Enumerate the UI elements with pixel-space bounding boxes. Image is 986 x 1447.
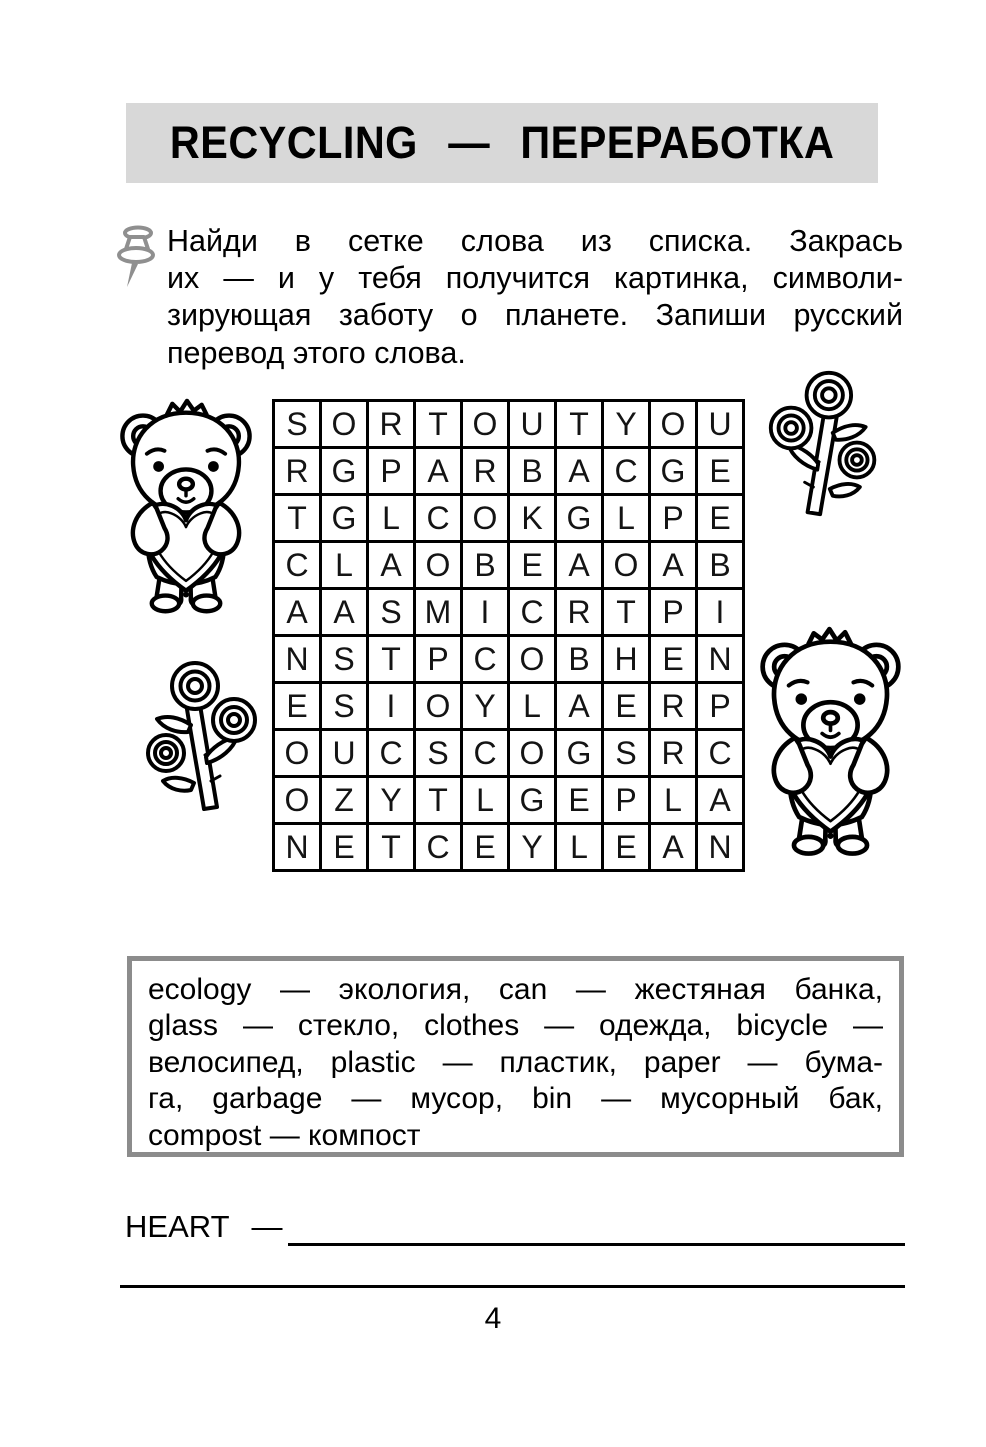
grid-cell: C xyxy=(698,731,742,775)
grid-cell: A xyxy=(651,825,695,869)
grid-cell: P xyxy=(604,778,648,822)
word-list-line: ecology — экология, can — жестяная банка, xyxy=(148,973,883,1006)
grid-cell: C xyxy=(604,449,648,493)
grid-cell: G xyxy=(322,449,366,493)
grid-cell: T xyxy=(416,778,460,822)
answer-blank-line xyxy=(288,1222,905,1246)
grid-cell: I xyxy=(463,590,507,634)
word-list-line: велосипед, plastic — пластик, paper — бума- xyxy=(148,1045,883,1079)
grid-cell: E xyxy=(557,778,601,822)
grid-cell: B xyxy=(698,543,742,587)
grid-cell: T xyxy=(369,825,413,869)
instruction-text xyxy=(167,223,903,372)
grid-cell: S xyxy=(416,731,460,775)
page-title: RECYCLING — ПЕРЕРАБОТКА xyxy=(169,117,835,168)
grid-cell: U xyxy=(322,731,366,775)
grid-cell: K xyxy=(510,496,554,540)
grid-cell: C xyxy=(463,731,507,775)
grid-cell: S xyxy=(275,402,319,446)
grid-cell: T xyxy=(275,496,319,540)
grid-cell: Y xyxy=(510,825,554,869)
grid-cell: A xyxy=(651,543,695,587)
answer-row xyxy=(125,1209,283,1245)
grid-cell: P xyxy=(651,590,695,634)
grid-cell: H xyxy=(604,637,648,681)
grid-cell: O xyxy=(463,496,507,540)
grid-cell: T xyxy=(557,402,601,446)
grid-cell: O xyxy=(275,731,319,775)
instruction-line: Найди в сетке слова из списка. Закрась xyxy=(167,224,903,258)
grid-cell: E xyxy=(463,825,507,869)
grid-cell: R xyxy=(651,731,695,775)
word-list-line: glass — стекло, clothes — одежда, bicycle — xyxy=(148,1009,883,1043)
grid-cell: B xyxy=(510,449,554,493)
answer-word: HEART xyxy=(125,1209,230,1244)
grid-cell: C xyxy=(369,731,413,775)
word-list-line: compost — компост xyxy=(148,1118,421,1152)
grid-cell: N xyxy=(698,637,742,681)
grid-cell: O xyxy=(510,731,554,775)
bear-holding-heart-art xyxy=(747,620,914,870)
grid-cell: O xyxy=(275,778,319,822)
instruction-line: их — и у тебя получится картинка, символи- xyxy=(167,261,903,296)
grid-cell: T xyxy=(604,590,648,634)
grid-cell: O xyxy=(322,402,366,446)
grid-cell: B xyxy=(463,543,507,587)
grid-cell: E xyxy=(510,543,554,587)
grid-cell: T xyxy=(416,402,460,446)
grid-cell: O xyxy=(651,402,695,446)
grid-cell: C xyxy=(416,496,460,540)
word-list-box xyxy=(127,956,904,1157)
grid-cell: I xyxy=(698,590,742,634)
grid-cell: O xyxy=(463,402,507,446)
grid-cell: E xyxy=(698,496,742,540)
grid-cell: R xyxy=(557,590,601,634)
grid-cell: N xyxy=(275,637,319,681)
grid-cell: L xyxy=(463,778,507,822)
grid-cell: E xyxy=(275,684,319,728)
grid-cell: A xyxy=(322,590,366,634)
grid-cell: O xyxy=(416,543,460,587)
grid-cell: E xyxy=(698,449,742,493)
grid-cell: A xyxy=(416,449,460,493)
grid-cell: S xyxy=(604,731,648,775)
grid-cell: I xyxy=(369,684,413,728)
grid-cell: O xyxy=(416,684,460,728)
grid-cell: Y xyxy=(463,684,507,728)
grid-cell: C xyxy=(275,543,319,587)
bear-holding-heart-art xyxy=(106,397,266,622)
pushpin-icon xyxy=(112,224,158,292)
grid-cell: P xyxy=(416,637,460,681)
grid-cell: G xyxy=(510,778,554,822)
grid-cell: S xyxy=(322,684,366,728)
grid-cell: L xyxy=(604,496,648,540)
grid-cell: E xyxy=(322,825,366,869)
grid-cell: L xyxy=(369,496,413,540)
grid-cell: L xyxy=(322,543,366,587)
grid-cell: O xyxy=(510,637,554,681)
grid-cell: T xyxy=(369,637,413,681)
instruction-line: перевод этого слова. xyxy=(167,335,466,370)
roses-bouquet-art xyxy=(757,369,892,519)
grid-cell: Z xyxy=(322,778,366,822)
grid-cell: B xyxy=(557,637,601,681)
page-number: 4 xyxy=(484,1302,502,1335)
grid-cell: O xyxy=(604,543,648,587)
grid-cell: P xyxy=(369,449,413,493)
grid-cell: A xyxy=(698,778,742,822)
grid-cell: E xyxy=(604,684,648,728)
grid-cell: E xyxy=(651,637,695,681)
grid-cell: S xyxy=(369,590,413,634)
grid-cell: A xyxy=(557,684,601,728)
grid-cell: P xyxy=(651,496,695,540)
grid-cell: R xyxy=(369,402,413,446)
grid-cell: A xyxy=(557,449,601,493)
grid-cell: G xyxy=(557,496,601,540)
grid-cell: A xyxy=(275,590,319,634)
grid-cell: P xyxy=(698,684,742,728)
word-grid xyxy=(272,399,745,872)
grid-cell: G xyxy=(322,496,366,540)
roses-bouquet-art xyxy=(132,658,267,815)
instruction-line: зирующая заботу о планете. Запиши русский xyxy=(167,298,903,333)
grid-cell: R xyxy=(651,684,695,728)
header-band xyxy=(126,103,878,183)
grid-cell: S xyxy=(322,637,366,681)
grid-cell: C xyxy=(463,637,507,681)
grid-cell: R xyxy=(463,449,507,493)
grid-cell: A xyxy=(557,543,601,587)
grid-cell: N xyxy=(275,825,319,869)
grid-cell: U xyxy=(698,402,742,446)
grid-cell: E xyxy=(604,825,648,869)
grid-cell: Y xyxy=(604,402,648,446)
grid-cell: C xyxy=(510,590,554,634)
grid-cell: L xyxy=(510,684,554,728)
grid-cell: C xyxy=(416,825,460,869)
grid-cell: G xyxy=(557,731,601,775)
answer-dash: — xyxy=(251,1209,283,1244)
grid-cell: L xyxy=(651,778,695,822)
grid-cell: M xyxy=(416,590,460,634)
grid-cell: U xyxy=(510,402,554,446)
grid-cell: Y xyxy=(369,778,413,822)
grid-cell: N xyxy=(698,825,742,869)
grid-cell: A xyxy=(369,543,413,587)
footer-rule xyxy=(120,1264,905,1288)
word-list-line: га, garbage — мусор, bin — мусорный бак, xyxy=(148,1082,883,1116)
grid-cell: L xyxy=(557,825,601,869)
grid-cell: G xyxy=(651,449,695,493)
grid-cell: R xyxy=(275,449,319,493)
